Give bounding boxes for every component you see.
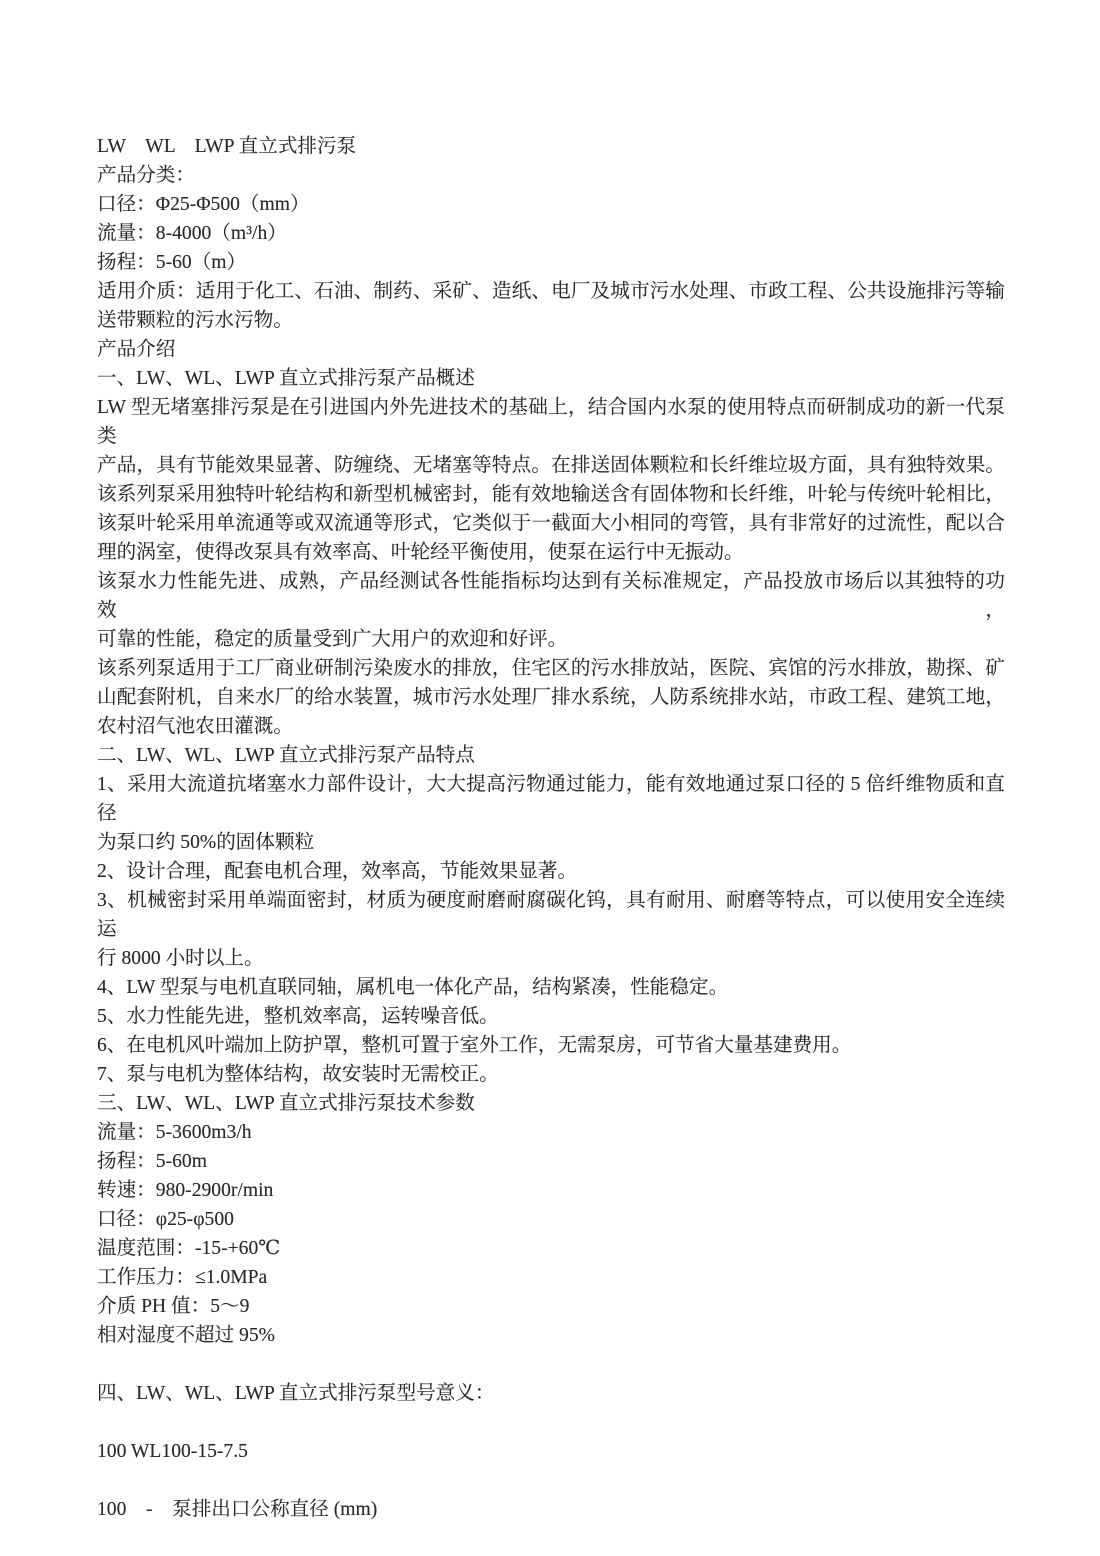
param-humidity: 相对湿度不超过 95% [97, 1325, 275, 1346]
feature-1-line-2: 为泵口约 50%的固体颗粒 [97, 832, 315, 853]
document-body [97, 132, 1005, 1524]
param-temp-range: 温度范围：-15-+60℃ [97, 1238, 281, 1259]
section-1-heading: 一、LW、WL、LWP 直立式排污泵产品概述 [97, 368, 475, 389]
param-ph: 介质 PH 值：5～9 [97, 1296, 250, 1317]
feature-5: 5、水力性能先进，整机效率高，运转噪音低。 [97, 1006, 499, 1027]
blank-line [97, 1466, 1005, 1495]
impeller-line-3: 理的涡室，使得改泵具有效率高、叶轮经平衡使用，使泵在运行中无振动。 [97, 542, 744, 563]
impeller-line-2: 该泵叶轮采用单流通等或双流通等形式，它类似于一截面大小相同的弯管，具有非常好的过流性，配以合 [97, 513, 1005, 534]
model-example: 100 WL100-15-7.5 [97, 1441, 248, 1462]
performance-line-2: 可靠的性能，稳定的质量受到广大用户的欢迎和好评。 [97, 629, 568, 650]
param-flow: 流量：5-3600m3/h [97, 1122, 252, 1143]
param-working-pressure: 工作压力：≤1.0MPa [97, 1267, 268, 1288]
application-line-2: 山配套附机，自来水厂的给水装置，城市污水处理厂排水系统，人防系统排水站，市政工程、建筑工地， [97, 687, 1005, 708]
feature-6: 6、在电机风叶端加上防护罩，整机可置于室外工作，无需泵房，可节省大量基建费用。 [97, 1035, 852, 1056]
performance-line-1: 该泵水力性能先进、成熟，产品经测试各性能指标均达到有关标准规定，产品投放市场后以其独特的功效， [97, 571, 1005, 621]
param-speed: 转速：980-2900r/min [97, 1180, 274, 1201]
product-category-label: 产品分类： [97, 165, 195, 186]
doc-title: LW WL LWP 直立式排污泵 [97, 136, 357, 157]
application-line-1: 该系列泵适用于工厂商业研制污染废水的排放，住宅区的污水排放站，医院、宾馆的污水排放，勘探、矿 [97, 658, 1005, 679]
blank-line [97, 1350, 1005, 1379]
feature-4: 4、LW 型泵与电机直联同轴，属机电一体化产品，结构紧凑，性能稳定。 [97, 977, 729, 998]
model-explanation: 100 - 泵排出口公称直径 (mm) [97, 1499, 378, 1520]
feature-3-line-2: 行 8000 小时以上。 [97, 948, 264, 969]
overview-line-1: LW 型无堵塞排污泵是在引进国内外先进技术的基础上，结合国内水泵的使用特点而研制成功的新一代泵类 [97, 397, 1005, 447]
section-2-heading: 二、LW、WL、LWP 直立式排污泵产品特点 [97, 745, 475, 766]
spec-media-line-1: 适用介质：适用于化工、石油、制药、采矿、造纸、电厂及城市污水处理、市政工程、公共设施排污等输 [97, 281, 1005, 302]
feature-1-line-1: 1、采用大流道抗堵塞水力部件设计，大大提高污物通过能力，能有效地通过泵口径的 5 倍纤维物质和直径 [97, 774, 1005, 824]
spec-flow: 流量：8-4000（m³/h） [97, 223, 287, 244]
spec-head: 扬程：5-60（m） [97, 252, 247, 273]
overview-line-2: 产品，具有节能效果显著、防缠绕、无堵塞等特点。在排送固体颗粒和长纤维垃圾方面，具有独特效果。 [97, 455, 1005, 476]
impeller-line-1: 该系列泵采用独特叶轮结构和新型机械密封，能有效地输送含有固体物和长纤维，叶轮与传统叶轮相比， [97, 484, 1005, 505]
product-intro-label: 产品介绍 [97, 339, 176, 360]
param-head: 扬程：5-60m [97, 1151, 207, 1172]
spec-diameter: 口径：Φ25-Φ500（mm） [97, 194, 310, 215]
section-3-heading: 三、LW、WL、LWP 直立式排污泵技术参数 [97, 1093, 475, 1114]
feature-7: 7、泵与电机为整体结构，故安装时无需校正。 [97, 1064, 499, 1085]
section-4-heading: 四、LW、WL、LWP 直立式排污泵型号意义： [97, 1383, 495, 1404]
feature-3-line-1: 3、机械密封采用单端面密封，材质为硬度耐磨耐腐碳化钨，具有耐用、耐磨等特点，可以使用安全连续运 [97, 890, 1005, 940]
feature-2: 2、设计合理，配套电机合理，效率高，节能效果显著。 [97, 861, 578, 882]
param-diameter: 口径：φ25-φ500 [97, 1209, 234, 1230]
spec-media-line-2: 送带颗粒的污水污物。 [97, 310, 293, 331]
application-line-3: 农村沼气池农田灌溉。 [97, 716, 293, 737]
blank-line [97, 1408, 1005, 1437]
